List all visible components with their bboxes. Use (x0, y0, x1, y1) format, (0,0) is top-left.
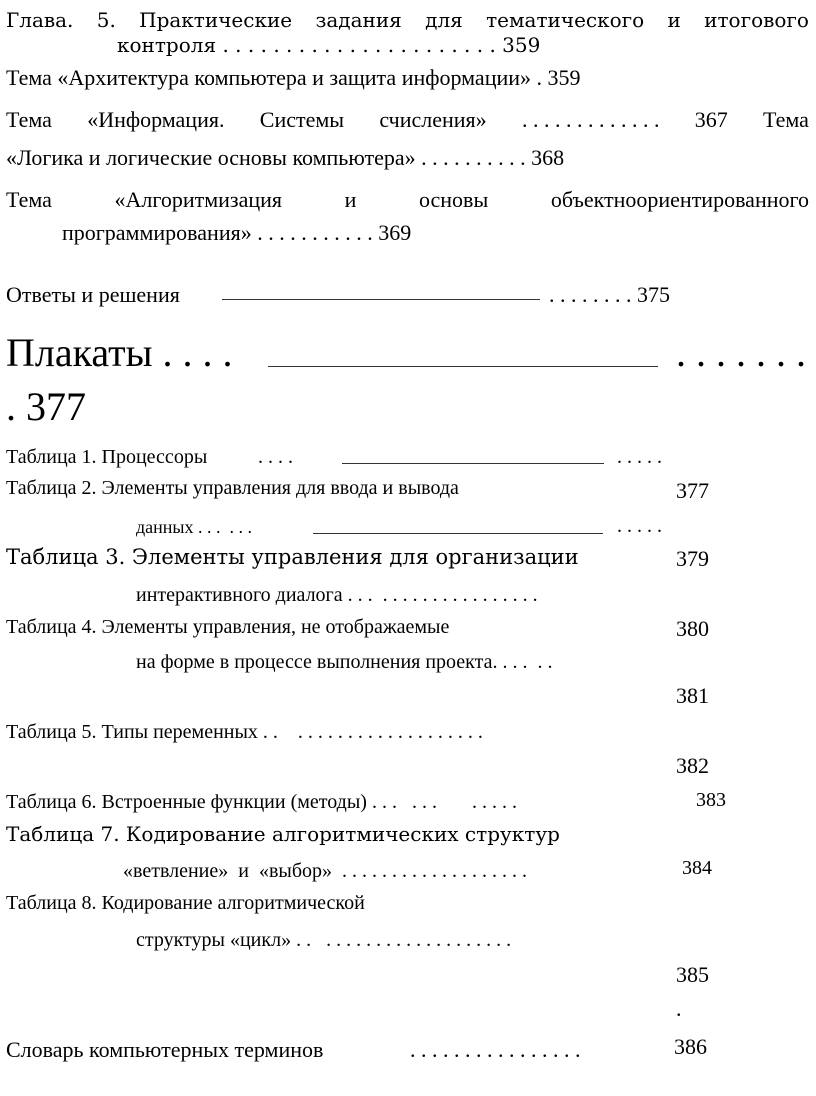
toc-table2-rule (313, 533, 603, 534)
toc-table1-rule (342, 463, 604, 464)
word: и (344, 187, 357, 212)
word: «Информация. (87, 107, 225, 132)
toc-answers-label: Ответы и решения (6, 282, 180, 307)
toc-table6-page: 383 (696, 789, 726, 811)
word: Глава. (6, 8, 74, 32)
toc-table2-page: 377 (676, 478, 709, 503)
toc-table7-page: 384 (682, 857, 712, 879)
toc-table8-page: 385 (676, 962, 709, 987)
toc-table1-dots: . . . . (258, 446, 293, 468)
word: 5. (96, 8, 116, 32)
toc-table5-page: 382 (676, 753, 709, 778)
toc-table3-page: 379 (676, 546, 709, 571)
toc-topic4-line1 (6, 187, 809, 213)
word: тематического (486, 8, 645, 32)
toc-topic3: «Логика и логические основы компьютера» . . . . . . . . . . 368 (6, 145, 565, 170)
toc-table3-line2: интерактивного диалога . . . . . . . . . . . . . . . . . . . (136, 584, 538, 606)
word: Тема (6, 187, 52, 212)
toc-posters-rule (268, 366, 658, 367)
toc-chapter5-line1 (6, 8, 809, 32)
toc-glossary-dots: . . . . . . . . . . . . . . . . (410, 1037, 581, 1062)
word: Тема (6, 107, 52, 132)
word: «Алгоритмизация (114, 187, 283, 212)
toc-table6-line1: Таблица 6. Встроенные функции (методы) . . . . . . . . . . . (6, 791, 517, 813)
toc-table4-page2: 381 (676, 683, 709, 708)
toc-table1-label: Таблица 1. Процессоры (6, 446, 208, 468)
toc-table1-dots2: . . . . . (617, 446, 662, 468)
toc-glossary-label: Словарь компьютерных терминов (6, 1037, 324, 1062)
word: Системы (259, 107, 345, 132)
toc-chapter5-line2: контроля . . . . . . . . . . . . . . . . . . . . . . 359 (117, 33, 541, 57)
toc-table2-line1: Таблица 2. Элементы управления для ввода и вывода (6, 477, 459, 499)
toc-topic2 (6, 107, 809, 133)
toc-table3-line1: Таблица 3. Элементы управления для организации (6, 545, 579, 569)
word: и (667, 8, 681, 32)
toc-posters-page: . 377 (6, 384, 86, 429)
word: 367 (694, 107, 728, 132)
word: Практические (139, 8, 293, 32)
word: объектноориентированного (550, 187, 809, 212)
toc-table8-line2: структуры «цикл» . . . . . . . . . . . . . . . . . . . . . (136, 929, 512, 951)
word: для (425, 8, 463, 32)
toc-posters-label: Плакаты . . . . (6, 330, 233, 375)
toc-topic1: Тема «Архитектура компьютера и защита информации» . 359 (6, 65, 581, 90)
toc-table2-line2: данных . . . . . . (136, 517, 253, 537)
toc-table7-line2: «ветвление» и «выбор» . . . . . . . . . . . . . . . . . . . (123, 860, 528, 882)
toc-answers-dots: . . . . . . . . 375 (549, 282, 670, 307)
toc-table7-line1: Таблица 7. Кодирование алгоритмических структур (6, 822, 560, 846)
word: задания (315, 8, 402, 32)
word: итогового (704, 8, 809, 32)
toc-table5-line1: Таблица 5. Типы переменных . . . . . . . . . . . . . . . . . . . . . (6, 721, 483, 743)
toc-topic4-line2: программирования» . . . . . . . . . . . 369 (62, 220, 412, 245)
toc-table4-page: 380 (676, 616, 709, 641)
toc-table8-line1: Таблица 8. Кодирование алгоритмической (6, 892, 365, 914)
word: счисления» (379, 107, 487, 132)
toc-table4-line1: Таблица 4. Элементы управления, не отображаемые (6, 616, 450, 638)
word: . . . . . . . . . . . . . (521, 107, 660, 132)
toc-glossary-page: 386 (674, 1034, 707, 1059)
toc-posters-dots: . . . . . . . (676, 330, 806, 375)
word: Тема (763, 107, 809, 132)
toc-table4-line2: на форме в процессе выполнения проекта. . . . . . (136, 651, 553, 673)
toc-table8-dot: . (676, 996, 682, 1021)
toc-answers-rule (222, 299, 540, 300)
word: основы (418, 187, 489, 212)
toc-table2-dots2: . . . . . (617, 515, 662, 537)
